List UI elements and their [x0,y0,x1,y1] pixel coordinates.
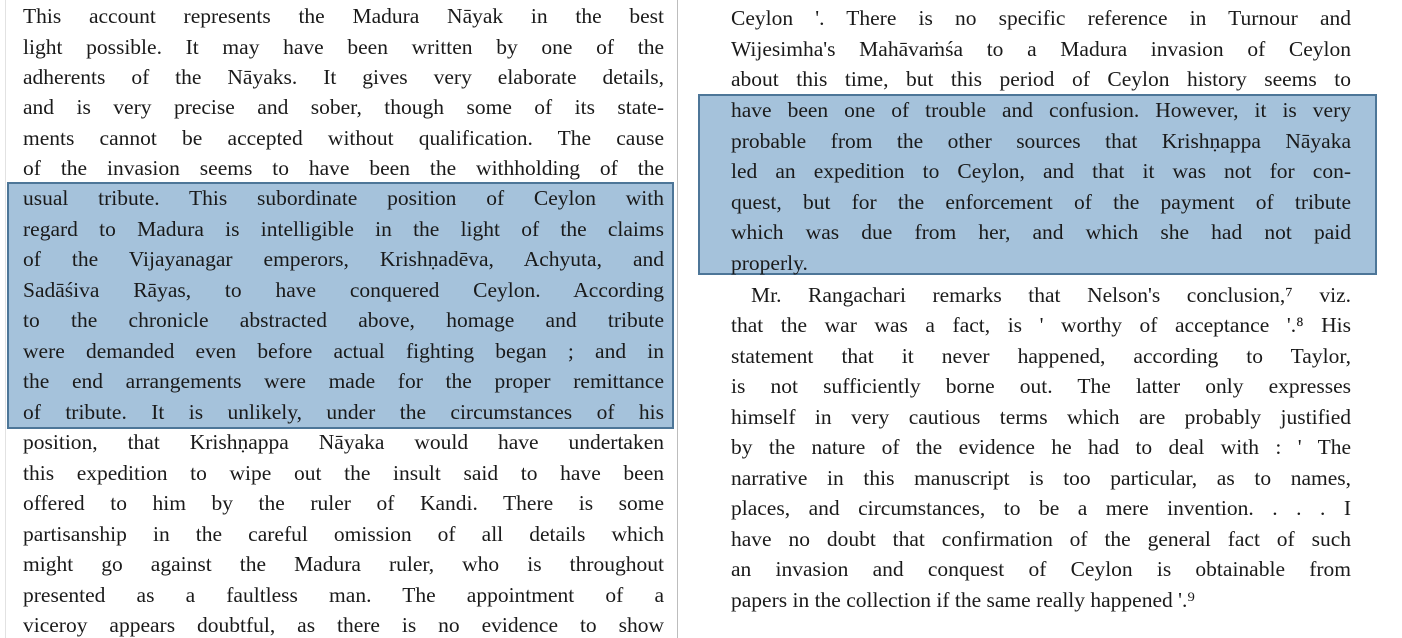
column-divider [677,0,678,638]
text-line: This account represents the Madura Nāyak in the best [23,4,664,28]
text-line: partisanship in the careful omission of all details which [23,522,664,546]
text-line: properly. [731,251,808,275]
text-line: ments cannot be accepted without qualification. The cause [23,126,664,150]
text-line: of the Vijayanagar emperors, Krishṇadēva, Achyuta, and [23,247,664,271]
text-line: to the chronicle abstracted above, homage and tribute [23,308,664,332]
text-line: Mr. Rangachari remarks that Nelson's conclusion,⁷ viz. [751,283,1351,307]
text-line: that the war was a fact, is ' worthy of acceptance '.⁸ His [731,313,1351,337]
left-text-column [0,0,680,638]
text-line: the end arrangements were made for the proper remittance [23,369,664,393]
text-line: presented as a faultless man. The appointment of a [23,583,664,607]
text-line: places, and circumstances, to be a mere invention. . . . I [731,496,1351,520]
text-line: were demanded even before actual fighting began ; and in [23,339,664,363]
text-line: have no doubt that confirmation of the general fact of such [731,527,1351,551]
text-line: this expedition to wipe out the insult said to have been [23,461,664,485]
text-line: position, that Krishṇappa Nāyaka would have undertaken [23,430,664,454]
text-line: probable from the other sources that Krishṇappa Nāyaka [731,129,1351,153]
text-line: led an expedition to Ceylon, and that it was not for con- [731,159,1351,183]
text-line: of the invasion seems to have been the withholding of the [23,156,664,180]
text-line: about this time, but this period of Ceylon history seems to [731,67,1351,91]
text-line: statement that it never happened, according to Taylor, [731,344,1351,368]
text-line: of tribute. It is unlikely, under the circumstances of his [23,400,664,424]
text-line: papers in the collection if the same really happened '.⁹ [731,588,1195,612]
text-line: viceroy appears doubtful, as there is no evidence to show [23,613,664,637]
text-line: light possible. It may have been written by one of the [23,35,664,59]
right-text-column [680,0,1402,638]
text-line: usual tribute. This subordinate position of Ceylon with [23,186,664,210]
text-line: Ceylon '. There is no specific reference in Turnour and [731,6,1351,30]
text-line: which was due from her, and which she had not paid [731,220,1351,244]
text-line: might go against the Madura ruler, who is throughout [23,552,664,576]
text-line: Sadāśiva Rāyas, to have conquered Ceylon. According [23,278,664,302]
text-line: offered to him by the ruler of Kandi. There is some [23,491,664,515]
text-line: have been one of trouble and confusion. However, it is very [731,98,1351,122]
text-line: and is very precise and sober, though some of its state- [23,95,664,119]
text-line: by the nature of the evidence he had to deal with : ' The [731,435,1351,459]
text-line: is not sufficiently borne out. The latter only expresses [731,374,1351,398]
text-line: Wijesimha's Mahāvaṁśa to a Madura invasion of Ceylon [731,37,1351,61]
text-line: himself in very cautious terms which are probably justified [731,405,1351,429]
text-line: quest, but for the enforcement of the payment of tribute [731,190,1351,214]
text-line: adherents of the Nāyaks. It gives very elaborate details, [23,65,664,89]
text-line: narrative in this manuscript is too particular, as to names, [731,466,1351,490]
text-line: regard to Madura is intelligible in the light of the claims [23,217,664,241]
text-line: an invasion and conquest of Ceylon is obtainable from [731,557,1351,581]
